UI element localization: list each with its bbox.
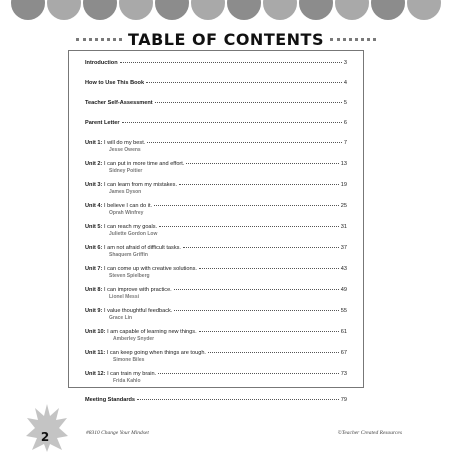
toc-entry-unit-10[interactable] [85, 329, 347, 342]
toc-page-number: 5 [343, 100, 347, 106]
scallop-circle [407, 0, 441, 20]
toc-page-number: 6 [343, 120, 347, 126]
toc-page-number: 43 [340, 266, 347, 272]
unit-label: Unit 7: [85, 266, 103, 272]
leader-dots [147, 142, 342, 143]
toc-page-number: 3 [343, 60, 347, 66]
footer-book-title: #8310 Change Your Mindset [86, 430, 149, 436]
leader-dots [146, 82, 342, 83]
featured-person: James Dyson [109, 189, 142, 195]
featured-person: Grace Lin [109, 315, 133, 321]
toc-entry-unit-4[interactable] [85, 203, 347, 216]
unit-title: I can improve with practice. [103, 287, 172, 293]
leader-dots [186, 163, 338, 164]
unit-title: I can keep going when things are tough. [106, 350, 206, 356]
table-of-contents [68, 50, 364, 403]
page-header [70, 30, 382, 48]
featured-person: Shaquem Griffin [109, 252, 148, 258]
toc-page-number: 37 [340, 245, 347, 251]
featured-person: Oprah Winfrey [109, 210, 144, 216]
toc-page-number: 13 [340, 161, 347, 167]
toc-page-number: 55 [340, 308, 347, 314]
toc-page-number: 73 [340, 371, 347, 377]
scallop-circle [191, 0, 225, 20]
unit-label: Unit 5: [85, 224, 103, 230]
scallop-circle [119, 0, 153, 20]
toc-page-number: 31 [340, 224, 347, 230]
unit-title: I value thoughtful feedback. [103, 308, 173, 314]
featured-person: Lionel Messi [109, 294, 140, 300]
leader-dots [137, 399, 339, 400]
scallop-circle [47, 0, 81, 20]
scallop-circle [83, 0, 117, 20]
leader-dots [174, 310, 338, 311]
leader-dots [155, 102, 342, 103]
toc-page-number: 19 [340, 182, 347, 188]
scallop-circle [299, 0, 333, 20]
toc-entry-parent-letter[interactable] [85, 120, 347, 127]
toc-entry-unit-7[interactable] [85, 266, 347, 279]
toc-entry-unit-8[interactable] [85, 287, 347, 300]
toc-entry-label: Introduction [85, 60, 118, 66]
unit-title: I am capable of learning new things. [107, 329, 197, 335]
unit-label: Unit 10: [85, 329, 106, 335]
toc-page-number: 61 [340, 329, 347, 335]
featured-person: Juliette Gordon Low [109, 231, 158, 237]
toc-entry-unit-3[interactable] [85, 182, 347, 195]
page-title: TABLE OF CONTENTS [128, 29, 324, 49]
page-number-starburst-icon [26, 402, 68, 452]
toc-page-number: 79 [340, 397, 347, 403]
unit-label: Unit 3: [85, 182, 103, 188]
unit-label: Unit 1: [85, 140, 103, 146]
scallop-circle [227, 0, 261, 20]
unit-label: Unit 11: [85, 350, 106, 356]
scallop-circle [263, 0, 297, 20]
unit-title: I can learn from my mistakes. [103, 182, 178, 188]
featured-person: Frida Kahlo [113, 378, 141, 384]
unit-title: I believe I can do it. [103, 203, 153, 209]
toc-entry-introduction[interactable] [85, 60, 347, 67]
toc-page-number: 7 [343, 140, 347, 146]
leader-dots [179, 184, 339, 185]
toc-page-number: 4 [343, 80, 347, 86]
featured-person: Steven Spielberg [109, 273, 150, 279]
featured-person: Sidney Poitier [109, 168, 143, 174]
toc-entry-unit-9[interactable] [85, 308, 347, 321]
unit-label: Unit 6: [85, 245, 103, 251]
leader-dots [208, 352, 339, 353]
toc-entry-unit-6[interactable] [85, 245, 347, 258]
header-dotted-rule-right [330, 38, 376, 41]
toc-entry-teacher-self-assessment[interactable] [85, 100, 347, 107]
featured-person: Jesse Owens [109, 147, 141, 153]
unit-label: Unit 9: [85, 308, 103, 314]
scallop-circle [155, 0, 189, 20]
footer-copyright: ©Teacher Created Resources [337, 430, 402, 436]
unit-title: I can reach my goals. [103, 224, 158, 230]
unit-label: Unit 12: [85, 371, 106, 377]
toc-entry-label: Parent Letter [85, 120, 120, 126]
page-number: 2 [40, 430, 50, 444]
toc-page-number: 25 [340, 203, 347, 209]
scallop-circle [11, 0, 45, 20]
toc-page-number: 67 [340, 350, 347, 356]
leader-dots [174, 289, 339, 290]
featured-person: Simone Biles [113, 357, 145, 363]
leader-dots [183, 247, 339, 248]
toc-entry-meeting-standards[interactable] [85, 397, 347, 404]
toc-entry-unit-12[interactable] [85, 371, 347, 384]
unit-title: I can train my brain. [107, 371, 157, 377]
toc-entry-how-to-use[interactable] [85, 80, 347, 87]
leader-dots [122, 122, 342, 123]
toc-entry-unit-2[interactable] [85, 161, 347, 174]
leader-dots [199, 331, 339, 332]
unit-title: I can come up with creative solutions. [103, 266, 197, 272]
scallop-circle [335, 0, 369, 20]
toc-entry-label: Meeting Standards [85, 397, 136, 403]
header-scallop-border [0, 0, 452, 22]
toc-entry-label: How to Use This Book [85, 80, 145, 86]
leader-dots [199, 268, 339, 269]
leader-dots [154, 205, 339, 206]
toc-page-number: 49 [340, 287, 347, 293]
toc-entry-label: Teacher Self-Assessment [85, 100, 153, 106]
leader-dots [159, 226, 339, 227]
featured-person: Amberley Snyder [113, 336, 155, 342]
unit-title: I am not afraid of difficult tasks. [103, 245, 181, 251]
toc-entry-unit-11[interactable] [85, 350, 347, 363]
leader-dots [158, 373, 339, 374]
page-footer [86, 430, 402, 436]
unit-title: I can put in more time and effort. [103, 161, 185, 167]
scallop-circle [371, 0, 405, 20]
unit-title: I will do my best. [103, 140, 146, 146]
toc-entry-unit-1[interactable] [85, 140, 347, 153]
leader-dots [120, 62, 342, 63]
unit-label: Unit 2: [85, 161, 103, 167]
header-dotted-rule-left [76, 38, 122, 41]
unit-label: Unit 8: [85, 287, 103, 293]
unit-label: Unit 4: [85, 203, 103, 209]
toc-entry-unit-5[interactable] [85, 224, 347, 237]
